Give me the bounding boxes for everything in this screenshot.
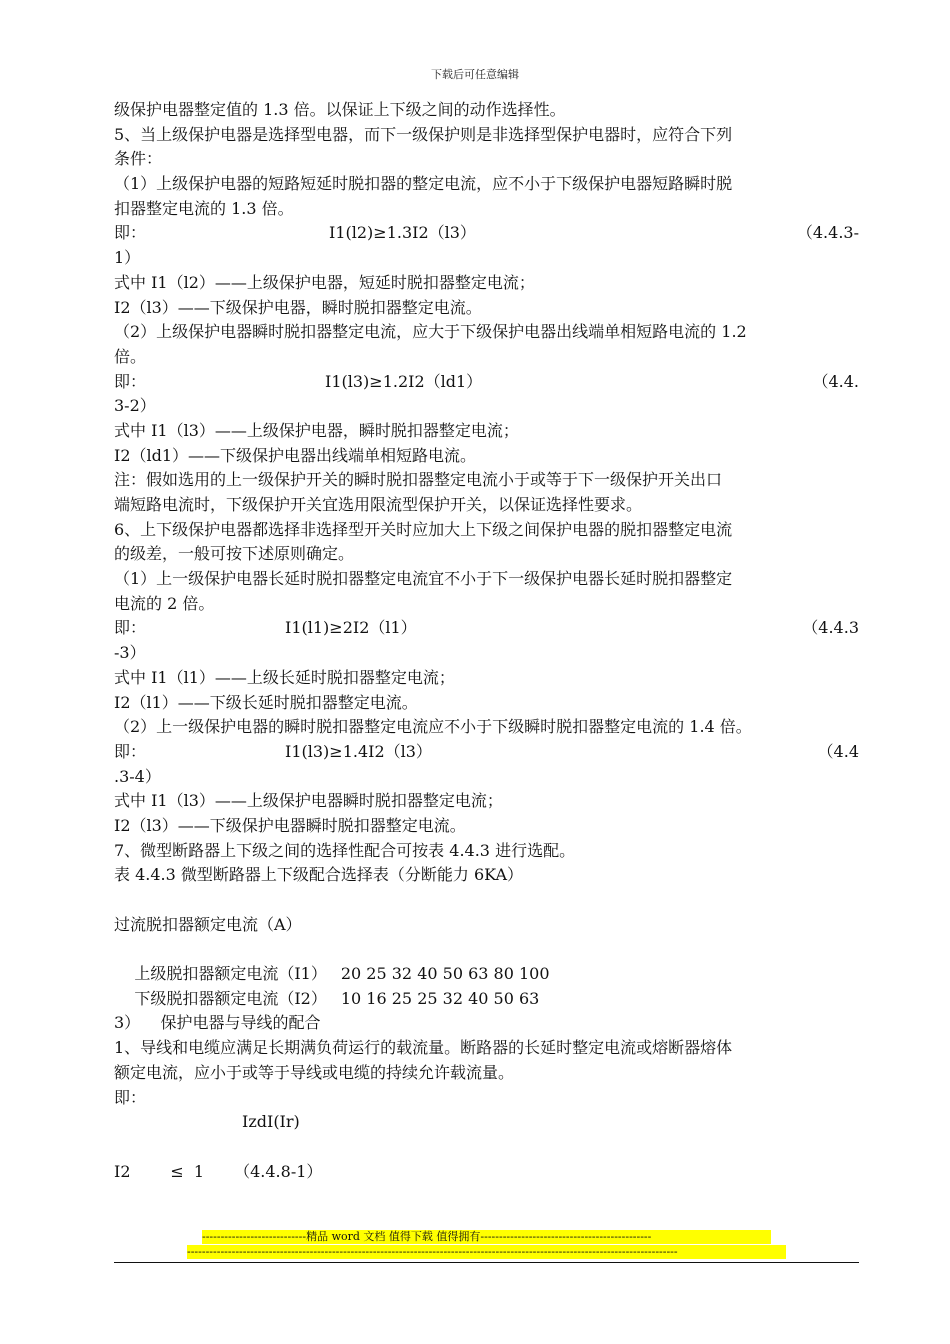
equation-row: 即： I1(l1)≥2I2（l1） （4.4.3: [114, 616, 859, 641]
equation-formula: I1(l3)≥1.4I2（l3）: [285, 741, 432, 761]
paragraph-line: 1、导线和电缆应满足长期满负荷运行的载流量。断路器的长延时整定电流或熔断器熔体: [114, 1038, 733, 1058]
fraction-numerator: IzdI(Ir): [242, 1112, 300, 1132]
footer-rule: [114, 1262, 859, 1263]
paragraph-line: 式中 I1（l3）——上级保护电器，瞬时脱扣器整定电流；: [114, 420, 519, 440]
paragraph-line: （1）上级保护电器的短路短延时脱扣器的整定电流，应不小于下级保护电器短路瞬时脱: [114, 174, 733, 194]
table-caption: 表 4.4.3 微型断路器上下级配合选择表（分断能力 6KA）: [114, 865, 524, 885]
equation-number-cont: -3）: [114, 643, 146, 663]
paragraph-line: 即：: [114, 1087, 147, 1107]
paragraph-line: 注：假如选用的上一级保护开关的瞬时脱扣器整定电流小于或等于下一级保护开关出口: [114, 470, 723, 490]
paragraph-line: 额定电流，应小于或等于导线或电缆的持续允许载流量。: [114, 1062, 515, 1082]
paragraph-line: 式中 I1（l2）——上级保护电器，短延时脱扣器整定电流；: [114, 272, 535, 292]
paragraph-line: 级保护电器整定值的 1.3 倍。以保证上下级之间的动作选择性。: [114, 100, 566, 119]
inequality: ≤ 1: [170, 1161, 205, 1181]
paragraph-line: 的级差，一般可按下述原则确定。: [114, 544, 355, 564]
equation-number: （4.4.3: [802, 618, 859, 638]
footer-banner-dashes: ------------------------------------------------------------------------------------------------------------------------------------: [187, 1245, 786, 1259]
paragraph-line: 端短路电流时，下级保护开关宜选用限流型保护开关，以保证选择性要求。: [114, 495, 643, 514]
paragraph-line: I2（l1）——下级长延时脱扣器整定电流。: [114, 692, 418, 712]
equation-number: （4.4.3-: [796, 223, 859, 243]
table-row-values: 20 25 32 40 50 63 80 100: [340, 964, 550, 984]
equation-number: （4.4.8-1）: [234, 1161, 323, 1181]
paragraph-line: 6、上下级保护电器都选择非选择型开关时应加大上下级之间保护电器的脱扣器整定电流: [114, 519, 733, 539]
paragraph-line: 7、微型断路器上下级之间的选择性配合可按表 4.4.3 进行选配。: [114, 840, 576, 860]
paragraph-line: 5、当上级保护电器是选择型电器，而下一级保护则是非选择型保护电器时，应符合下列: [114, 124, 733, 144]
table-title: 过流脱扣器额定电流（A）: [114, 914, 302, 934]
equation-row: 即： I1(l3)≥1.2I2（ld1） （4.4.: [114, 370, 859, 395]
equation-row: 即： I1(l2)≥1.3I2（l3） （4.4.3-: [114, 221, 859, 246]
table-row-values: 10 16 25 25 32 40 50 63: [340, 988, 540, 1008]
paragraph-line: （2）上级保护电器瞬时脱扣器整定电流，应大于下级保护电器出线端单相短路电流的 1.2: [114, 322, 747, 342]
equation-number-cont: .3-4）: [114, 766, 161, 786]
paragraph-line: I2（ld1）——下级保护电器出线端单相短路电流。: [114, 445, 477, 465]
fraction-denominator: I2: [114, 1161, 131, 1181]
equation-formula: I1(l1)≥2I2（l1）: [285, 618, 417, 638]
equation-formula: I1(l2)≥1.3I2（l3）: [329, 223, 476, 243]
paragraph-line: 条件：: [114, 149, 163, 169]
table-row-label: 上级脱扣器额定电流（I1）: [134, 964, 327, 984]
paragraph-line: 电流的 2 倍。: [114, 593, 215, 613]
equation-number: （4.4.: [812, 371, 859, 391]
paragraph-line: 倍。: [114, 346, 147, 366]
equation-number-cont: 1）: [114, 248, 141, 268]
paragraph-line: 式中 I1（l1）——上级长延时脱扣器整定电流；: [114, 667, 455, 687]
table-row: [114, 937, 859, 984]
paragraph-line: I2（l3）——下级保护电器瞬时脱扣器整定电流。: [114, 815, 466, 835]
paragraph-line: 式中 I1（l3）——上级保护电器瞬时脱扣器整定电流；: [114, 791, 503, 811]
paragraph-line: 扣器整定电流的 1.3 倍。: [114, 198, 294, 218]
equation-number-cont: 3-2）: [114, 396, 156, 416]
section-heading: 3） 保护电器与导线的配合: [114, 1013, 321, 1033]
page-header: 下载后可任意编辑: [431, 68, 519, 81]
equation-row: 即： I1(l3)≥1.4I2（l3） （4.4: [114, 740, 859, 765]
table-row-label: 下级脱扣器额定电流（I2）: [134, 988, 327, 1008]
footer-banner: ----------------------------精品 word 文档 值得下载 值得拥有----------------------------------------------: [202, 1230, 771, 1244]
paragraph-line: （1）上一级保护电器长延时脱扣器整定电流宜不小于下一级保护电器长延时脱扣器整定: [114, 569, 733, 589]
document-body: [114, 98, 859, 1184]
paragraph-line: （2）上一级保护电器的瞬时脱扣器整定电流应不小于下级瞬时脱扣器整定电流的 1.4 倍。: [114, 717, 752, 737]
paragraph-line: I2（l3）——下级保护电器，瞬时脱扣器整定电流。: [114, 297, 482, 317]
equation-number: （4.4: [817, 741, 859, 761]
equation-formula: I1(l3)≥1.2I2（ld1）: [325, 371, 483, 391]
